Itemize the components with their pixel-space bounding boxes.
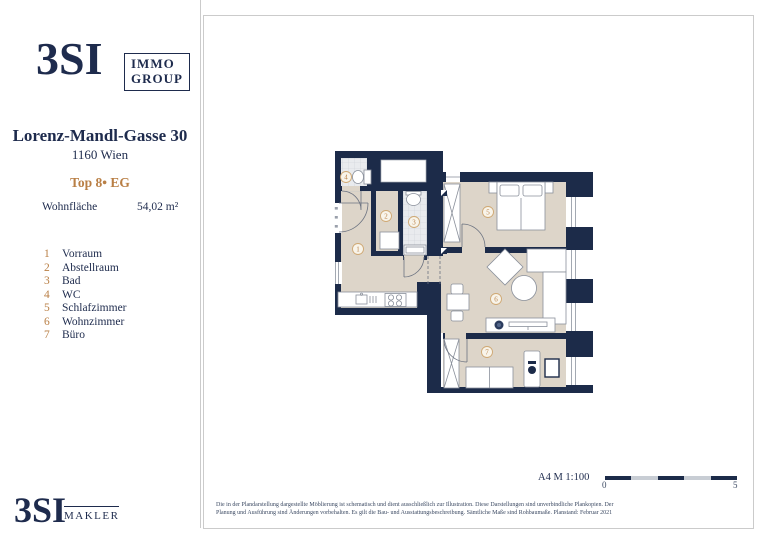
room-number: 2 [44, 261, 50, 274]
room-legend-item [44, 302, 127, 316]
page-title-address: Lorenz-Mandl-Gasse 30 [12, 126, 188, 145]
room-name: Bad [62, 275, 81, 287]
room-legend [44, 248, 127, 343]
disclaimer-text: Die in der Plandarstellung dargestellte Möblierung ist schematisch und dient ausschließlich zur Illustration. Diese Darstellungen sind unverbindliche Plankopien. Der Planung und Ausführung sind Änderungen vorbehalten. Es gilt die Bau- und Ausstattungsbeschreibung. Sämtliche Maße sind Rohbaumaße. Planstand: Februar 2021 [216, 502, 614, 517]
area-value: 54,02 m² [137, 201, 179, 213]
scale-bar [605, 476, 737, 480]
svg-text:4: 4 [344, 173, 348, 182]
wall-niche [381, 160, 426, 182]
room-number: 3 [44, 275, 50, 287]
svg-text:1: 1 [356, 245, 360, 254]
room-legend-item [44, 262, 127, 276]
room-name: Büro [62, 329, 85, 341]
floor-plan [330, 145, 598, 398]
area-label: Wohnfläche [42, 201, 98, 213]
room-legend-item [44, 289, 127, 303]
kitchen-counter [338, 292, 417, 307]
room-name: Schlafzimmer [62, 302, 127, 314]
room-name: Abstellraum [62, 261, 119, 274]
room-number: 7 [44, 329, 50, 341]
scale-bar-max: 5 [733, 480, 738, 490]
room-number: 5 [44, 302, 50, 314]
svg-text:5: 5 [486, 208, 490, 217]
room-number: 4 [44, 288, 50, 301]
footer-brand-makler: MAKLER [64, 506, 119, 522]
scale-bar-min: 0 [602, 480, 607, 490]
brand-logo-group-line1: IMMO [131, 56, 175, 71]
column-divider-line [200, 0, 201, 528]
storage-shelf [380, 232, 399, 249]
svg-text:2: 2 [384, 212, 388, 221]
page-title-city: 1160 Wien [71, 147, 129, 162]
room-number: 1 [44, 248, 50, 260]
room-legend-item [44, 316, 127, 330]
room-name: Vorraum [62, 248, 103, 260]
brand-logo-text: 3SI [36, 33, 103, 84]
room-legend-item [44, 275, 127, 289]
room-name: WC [62, 288, 81, 301]
wc-fixtures [353, 170, 372, 184]
room-number: 6 [44, 315, 50, 328]
brand-logo-group-box [124, 53, 190, 91]
room-name: Wohnzimmer [62, 315, 125, 328]
svg-text:3: 3 [412, 218, 416, 227]
format-scale-note: A4 M 1:100 [538, 472, 590, 483]
brand-logo-group-line2: GROUP [131, 70, 183, 86]
room-legend-item [44, 248, 127, 262]
room-legend-item [44, 329, 127, 343]
footer-brand-logo-text: 3SI [14, 490, 67, 530]
svg-text:7: 7 [485, 348, 489, 357]
unit-label: Top 8• EG [70, 175, 130, 190]
svg-text:6: 6 [494, 295, 498, 304]
